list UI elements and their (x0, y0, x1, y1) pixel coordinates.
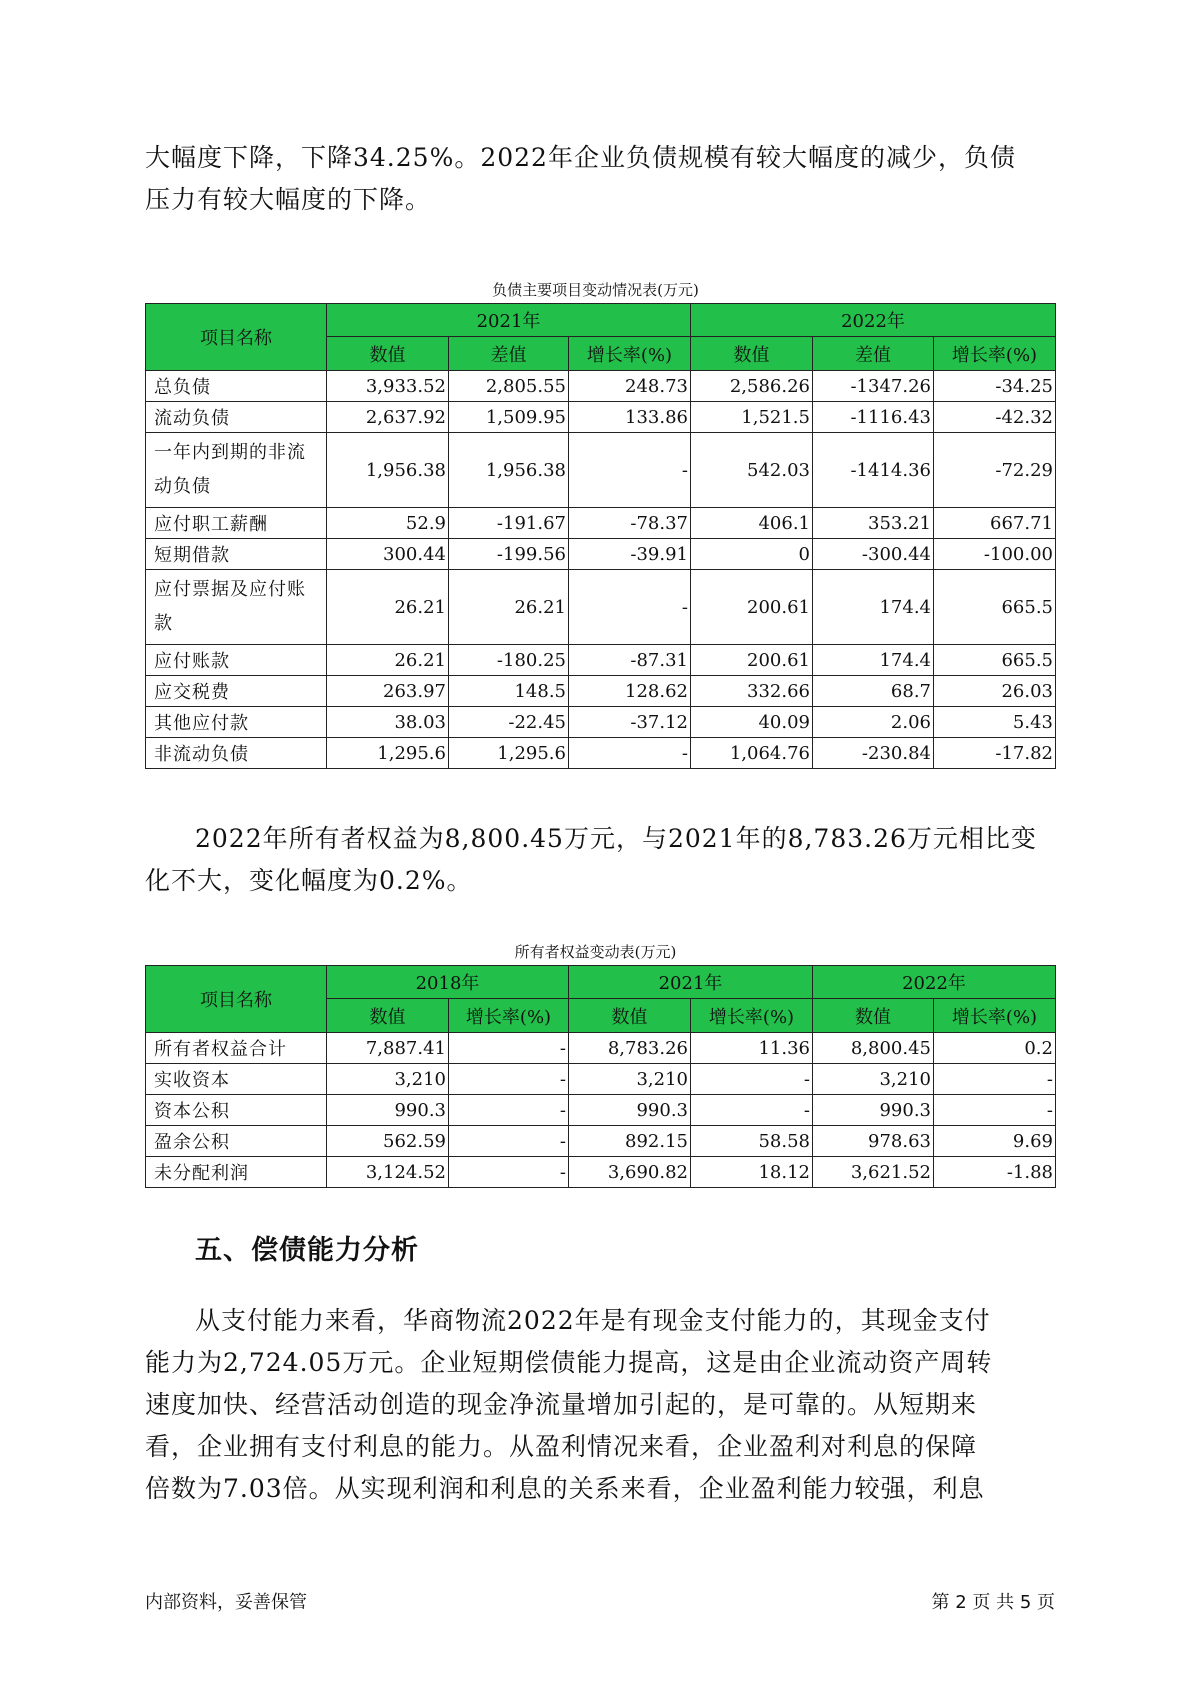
table-row (146, 676, 1056, 707)
table-cell: 300.44 (327, 539, 449, 570)
column-subheader: 差值 (813, 337, 934, 371)
table-cell: -1347.26 (813, 371, 934, 402)
row-label: 应交税费 (146, 676, 327, 707)
table-cell: 2,805.55 (449, 371, 569, 402)
table-row (146, 539, 1056, 570)
table-cell: - (449, 1095, 569, 1126)
footer-left: 内部资料，妥善保管 (145, 1592, 307, 1613)
table-cell: 3,210 (327, 1064, 449, 1095)
row-label: 盈余公积 (146, 1126, 327, 1157)
table-cell: 38.03 (327, 707, 449, 738)
table-cell: 3,621.52 (813, 1157, 934, 1188)
table-cell: 406.1 (691, 508, 813, 539)
table-cell: 26.21 (327, 645, 449, 676)
paragraph-line: 2022年所有者权益为8,800.45万元，与2021年的8,783.26万元相比变 (195, 824, 1037, 853)
year-header: 2022年 (691, 304, 1056, 337)
paragraph-line: 倍数为7.03倍。从实现利润和利息的关系来看，企业盈利能力较强，利息 (145, 1474, 985, 1503)
column-subheader: 增长率(%) (569, 337, 691, 371)
table-cell: -300.44 (813, 539, 934, 570)
row-label: 应付票据及应付账款 (146, 570, 327, 645)
table-cell: 3,210 (569, 1064, 691, 1095)
row-label: 应付职工薪酬 (146, 508, 327, 539)
column-subheader: 数值 (569, 999, 691, 1033)
table-cell: 52.9 (327, 508, 449, 539)
table-cell: -180.25 (449, 645, 569, 676)
table-cell: -78.37 (569, 508, 691, 539)
table-cell: 133.86 (569, 402, 691, 433)
column-subheader: 数值 (327, 337, 449, 371)
table-cell: -1.88 (934, 1157, 1056, 1188)
row-label: 资本公积 (146, 1095, 327, 1126)
table-row (146, 1126, 1056, 1157)
table-cell: -42.32 (934, 402, 1056, 433)
liability-table (145, 303, 1056, 769)
paragraph-line: 从支付能力来看，华商物流2022年是有现金支付能力的，其现金支付 (195, 1306, 991, 1335)
paragraph-line: 压力有较大幅度的下降。 (145, 185, 432, 214)
table-cell: -230.84 (813, 738, 934, 769)
table-cell: 40.09 (691, 707, 813, 738)
year-header: 2021年 (569, 966, 813, 999)
table-cell: 562.59 (327, 1126, 449, 1157)
paragraph-line: 大幅度下降，下降34.25%。2022年企业负债规模有较大幅度的减少，负债 (145, 143, 1016, 172)
table-cell: 665.5 (934, 645, 1056, 676)
column-subheader: 数值 (691, 337, 813, 371)
item-name-header: 项目名称 (146, 304, 327, 371)
table-cell: -37.12 (569, 707, 691, 738)
section-paragraph (145, 1300, 1045, 1510)
table-cell: 9.69 (934, 1126, 1056, 1157)
table-cell: -191.67 (449, 508, 569, 539)
footer-page-number: 第 2 页 共 5 页 (931, 1592, 1055, 1613)
table-cell: 5.43 (934, 707, 1056, 738)
row-label: 所有者权益合计 (146, 1033, 327, 1064)
table-cell: -1116.43 (813, 402, 934, 433)
table-row (146, 508, 1056, 539)
table-cell: 174.4 (813, 570, 934, 645)
equity-table-caption: 所有者权益变动表(万元) (514, 943, 677, 961)
table-cell: 542.03 (691, 433, 813, 508)
table-cell: 1,956.38 (327, 433, 449, 508)
table-row (146, 570, 1056, 645)
column-subheader: 增长率(%) (449, 999, 569, 1033)
table-cell: -34.25 (934, 371, 1056, 402)
table-cell: 1,521.5 (691, 402, 813, 433)
table-row (146, 371, 1056, 402)
table-cell: 68.7 (813, 676, 934, 707)
row-label: 实收资本 (146, 1064, 327, 1095)
table-cell: 2.06 (813, 707, 934, 738)
table-cell: -1414.36 (813, 433, 934, 508)
table-cell: 1,295.6 (327, 738, 449, 769)
table-cell: 1,064.76 (691, 738, 813, 769)
column-subheader: 增长率(%) (934, 337, 1056, 371)
year-header: 2022年 (813, 966, 1056, 999)
column-subheader: 差值 (449, 337, 569, 371)
column-subheader: 数值 (327, 999, 449, 1033)
table-cell: - (691, 1095, 813, 1126)
table-cell: 1,295.6 (449, 738, 569, 769)
item-name-header: 项目名称 (146, 966, 327, 1033)
row-label: 短期借款 (146, 539, 327, 570)
table-cell: 892.15 (569, 1126, 691, 1157)
paragraph-line: 能力为2,724.05万元。企业短期偿债能力提高，这是由企业流动资产周转 (145, 1348, 993, 1377)
year-header: 2021年 (327, 304, 691, 337)
table-cell: 990.3 (813, 1095, 934, 1126)
table-cell: -22.45 (449, 707, 569, 738)
paragraph-mid (145, 818, 1045, 902)
table-cell: 1,509.95 (449, 402, 569, 433)
table-cell: - (691, 1064, 813, 1095)
table-cell: -72.29 (934, 433, 1056, 508)
table-cell: 11.36 (691, 1033, 813, 1064)
table-cell: 8,783.26 (569, 1033, 691, 1064)
table-row (146, 1064, 1056, 1095)
table-cell: -199.56 (449, 539, 569, 570)
table-cell: 978.63 (813, 1126, 934, 1157)
table-cell: 353.21 (813, 508, 934, 539)
year-header: 2018年 (327, 966, 569, 999)
table-cell: 26.21 (327, 570, 449, 645)
table-cell: 990.3 (327, 1095, 449, 1126)
table-row (146, 433, 1056, 508)
table-cell: -17.82 (934, 738, 1056, 769)
table-cell: - (934, 1095, 1056, 1126)
table-row (146, 1157, 1056, 1188)
table-cell: - (449, 1064, 569, 1095)
table-cell: 0.2 (934, 1033, 1056, 1064)
table-cell: 200.61 (691, 645, 813, 676)
table-cell: 3,124.52 (327, 1157, 449, 1188)
table-cell: 2,637.92 (327, 402, 449, 433)
table-row (146, 707, 1056, 738)
table-cell: 174.4 (813, 645, 934, 676)
table-row (146, 1095, 1056, 1126)
table-cell: - (569, 433, 691, 508)
table-cell: 148.5 (449, 676, 569, 707)
table-cell: 58.58 (691, 1126, 813, 1157)
table-cell: - (569, 738, 691, 769)
table-row (146, 645, 1056, 676)
table-cell: 263.97 (327, 676, 449, 707)
equity-table (145, 965, 1056, 1188)
table-cell: - (449, 1033, 569, 1064)
table-cell: 3,210 (813, 1064, 934, 1095)
table-cell: 990.3 (569, 1095, 691, 1126)
table-cell: 26.21 (449, 570, 569, 645)
table-cell: 667.71 (934, 508, 1056, 539)
column-subheader: 增长率(%) (934, 999, 1056, 1033)
table-cell: 665.5 (934, 570, 1056, 645)
row-label: 未分配利润 (146, 1157, 327, 1188)
table-cell: 2,586.26 (691, 371, 813, 402)
table-cell: 3,933.52 (327, 371, 449, 402)
paragraph-line: 看，企业拥有支付利息的能力。从盈利情况来看，企业盈利对利息的保障 (145, 1432, 978, 1461)
table-cell: -100.00 (934, 539, 1056, 570)
row-label: 应付账款 (146, 645, 327, 676)
table-cell: 18.12 (691, 1157, 813, 1188)
table-cell: - (934, 1064, 1056, 1095)
paragraph-line: 化不大，变化幅度为0.2%。 (145, 866, 473, 895)
table-cell: - (569, 570, 691, 645)
table-row (146, 1033, 1056, 1064)
row-label: 其他应付款 (146, 707, 327, 738)
column-subheader: 数值 (813, 999, 934, 1033)
table-cell: 26.03 (934, 676, 1056, 707)
table-cell: 3,690.82 (569, 1157, 691, 1188)
table-row (146, 402, 1056, 433)
paragraph-top (145, 137, 1045, 221)
table-cell: -87.31 (569, 645, 691, 676)
liability-table-caption: 负债主要项目变动情况表(万元) (492, 281, 699, 299)
table-cell: 7,887.41 (327, 1033, 449, 1064)
section-heading: 五、偿债能力分析 (195, 1235, 419, 1266)
table-cell: 8,800.45 (813, 1033, 934, 1064)
paragraph-line: 速度加快、经营活动创造的现金净流量增加引起的，是可靠的。从短期来 (145, 1390, 978, 1419)
table-cell: 128.62 (569, 676, 691, 707)
table-cell: 332.66 (691, 676, 813, 707)
table-cell: 0 (691, 539, 813, 570)
row-label: 总负债 (146, 371, 327, 402)
table-cell: 248.73 (569, 371, 691, 402)
table-cell: - (449, 1157, 569, 1188)
row-label: 流动负债 (146, 402, 327, 433)
column-subheader: 增长率(%) (691, 999, 813, 1033)
table-cell: 200.61 (691, 570, 813, 645)
table-cell: - (449, 1126, 569, 1157)
table-cell: 1,956.38 (449, 433, 569, 508)
row-label: 非流动负债 (146, 738, 327, 769)
row-label: 一年内到期的非流动负债 (146, 433, 327, 508)
table-cell: -39.91 (569, 539, 691, 570)
table-row (146, 738, 1056, 769)
